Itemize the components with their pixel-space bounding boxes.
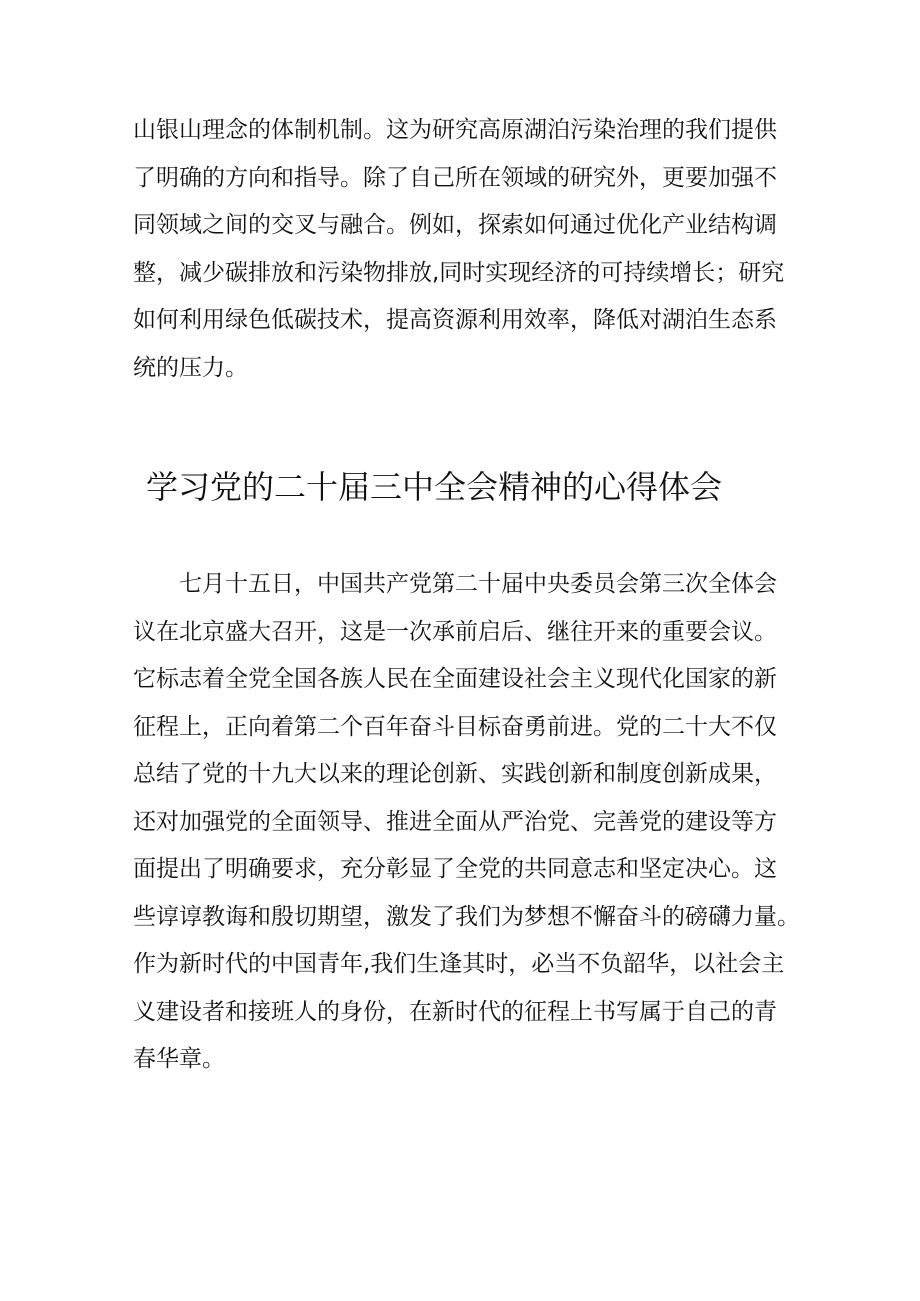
section-heading: 学习党的二十届三中全会精神的心得体会: [146, 468, 723, 506]
text-line: 同领域之间的交叉与融合。例如，探索如何通过优化产业结构调: [133, 212, 777, 238]
text-line: 还对加强党的全面领导、推进全面从严治党、完善党的建设等方: [133, 808, 777, 835]
text-line: 征程上，正向着第二个百年奋斗目标奋勇前进。党的二十大不仅: [133, 713, 777, 740]
text-line: 整，减少碳排放和污染物排放,同时实现经济的可持续增长；研究: [133, 259, 785, 286]
text-line: 面提出了明确要求，充分彰显了全党的共同意志和坚定决心。这: [133, 856, 777, 882]
text-line: 作为新时代的中国青年,我们生逢其时，必当不负韶华，以社会主: [133, 951, 785, 977]
text-line: 山银山理念的体制机制。这为研究高原湖泊污染治理的我们提供: [133, 117, 777, 143]
text-line: 些谆谆教诲和殷切期望，激发了我们为梦想不懈奋斗的磅礴力量。: [133, 903, 800, 930]
text-line: 总结了党的十九大以来的理论创新、实践创新和制度创新成果，: [133, 761, 777, 787]
text-line: 春华章。: [133, 1046, 225, 1072]
paragraph-body: [133, 561, 800, 1084]
text-line: 如何利用绿色低碳技术，提高资源利用效率，降低对湖泊生态系: [133, 307, 777, 333]
paragraph-continuation: [133, 107, 793, 392]
text-line: 统的压力。: [133, 354, 248, 381]
text-line: 义建设者和接班人的身份，在新时代的征程上书写属于自己的青: [133, 998, 777, 1025]
text-line: 它标志着全党全国各族人民在全面建设社会主义现代化国家的新: [133, 666, 777, 692]
text-line: 七月十五日，中国共产党第二十届中央委员会第三次全体会: [133, 571, 777, 597]
text-line: 了明确的方向和指导。除了自己所在领域的研究外，更要加强不: [133, 164, 777, 191]
text-line: 议在北京盛大召开，这是一次承前启后、继往开来的重要会议。: [133, 618, 777, 645]
